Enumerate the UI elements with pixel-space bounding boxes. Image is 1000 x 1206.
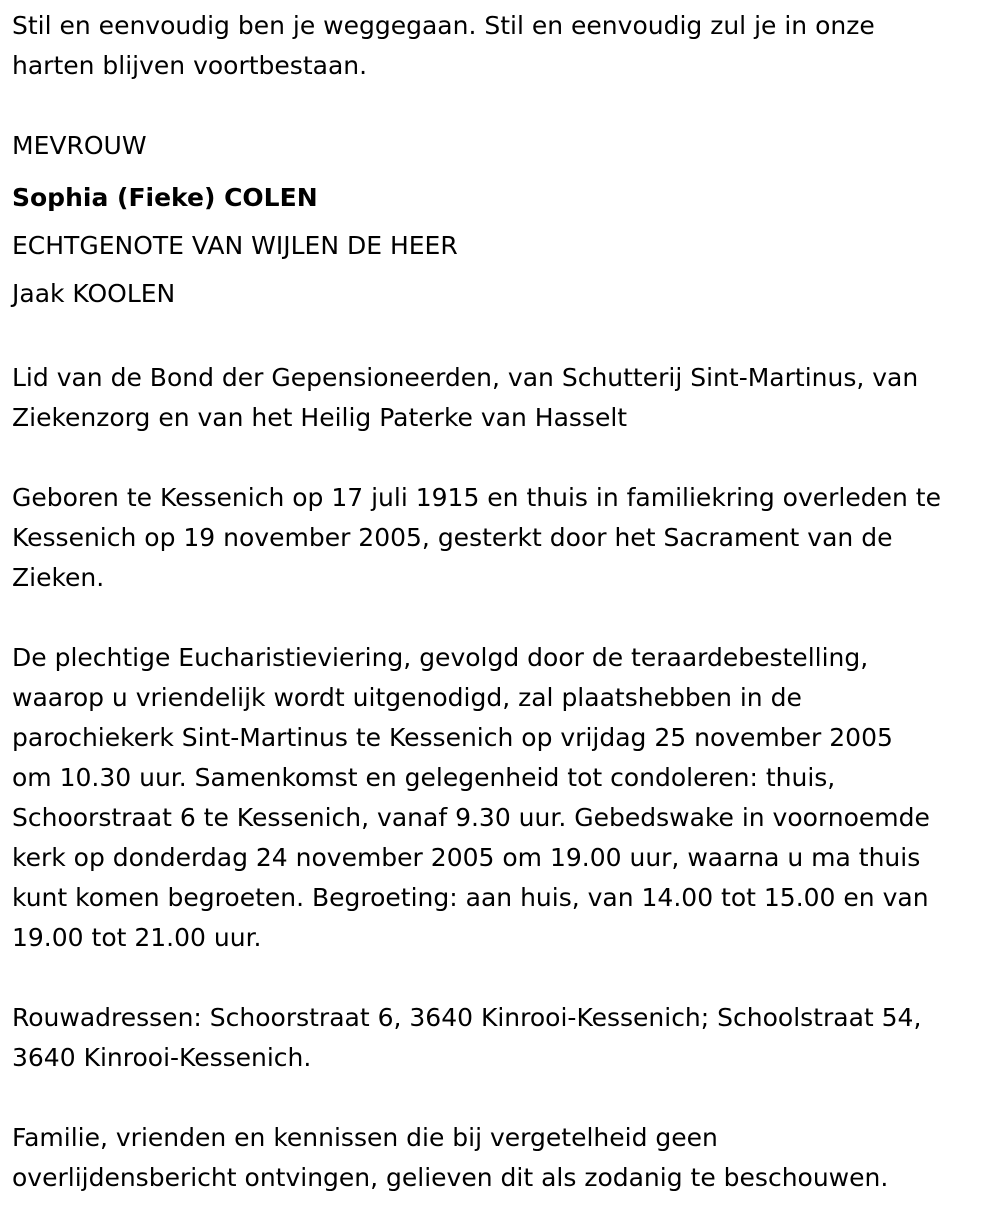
relation-line: ECHTGENOTE VAN WIJLEN DE HEER bbox=[12, 231, 458, 260]
addresses-paragraph bbox=[12, 998, 988, 1078]
memberships-paragraph bbox=[12, 358, 988, 438]
addresses-line: Rouwadressen: Schoorstraat 6, 3640 Kinrooi-Kessenich; Schoolstraat 54, bbox=[12, 1003, 922, 1032]
closing-line: Familie, vrienden en kennissen die bij vergetelheid geen bbox=[12, 1123, 718, 1152]
spouse-name: Jaak KOOLEN bbox=[12, 279, 176, 308]
memberships-line: Lid van de Bond der Gepensioneerden, van Schutterij Sint-Martinus, van bbox=[12, 363, 919, 392]
ceremony-line: kunt komen begroeten. Begroeting: aan huis, van 14.00 tot 15.00 en van bbox=[12, 883, 929, 912]
deceased-name: Sophia (Fieke) COLEN bbox=[12, 183, 318, 212]
ceremony-line: Schoorstraat 6 te Kessenich, vanaf 9.30 uur. Gebedswake in voornoemde bbox=[12, 803, 930, 832]
ceremony-paragraph bbox=[12, 638, 988, 958]
addresses-line: 3640 Kinrooi-Kessenich. bbox=[12, 1043, 312, 1072]
birth-death-line: Geboren te Kessenich op 17 juli 1915 en thuis in familiekring overleden te bbox=[12, 483, 941, 512]
memberships-line: Ziekenzorg en van het Heilig Paterke van Hasselt bbox=[12, 403, 628, 432]
birth-death-paragraph bbox=[12, 478, 988, 598]
ceremony-line: kerk op donderdag 24 november 2005 om 19.00 uur, waarna u ma thuis bbox=[12, 843, 921, 872]
closing-line: overlijdensbericht ontvingen, gelieven dit als zodanig te beschouwen. bbox=[12, 1163, 889, 1192]
birth-death-line: Kessenich op 19 november 2005, gesterkt door het Sacrament van de bbox=[12, 523, 893, 552]
honorific: MEVROUW bbox=[12, 131, 147, 160]
ceremony-line: parochiekerk Sint-Martinus te Kessenich op vrijdag 25 november 2005 bbox=[12, 723, 893, 752]
ceremony-line: 19.00 tot 21.00 uur. bbox=[12, 923, 262, 952]
ceremony-line: De plechtige Eucharistieviering, gevolgd door de teraardebestelling, bbox=[12, 643, 869, 672]
closing-paragraph bbox=[12, 1118, 988, 1198]
ceremony-line: om 10.30 uur. Samenkomst en gelegenheid tot condoleren: thuis, bbox=[12, 763, 836, 792]
opening-verse-line: Stil en eenvoudig ben je weggegaan. Stil en eenvoudig zul je in onze bbox=[12, 11, 875, 40]
deceased-heading bbox=[12, 126, 988, 318]
ceremony-line: waarop u vriendelijk wordt uitgenodigd, zal plaatshebben in de bbox=[12, 683, 802, 712]
birth-death-line: Zieken. bbox=[12, 563, 105, 592]
opening-verse bbox=[12, 6, 988, 86]
opening-verse-line: harten blijven voortbestaan. bbox=[12, 51, 368, 80]
